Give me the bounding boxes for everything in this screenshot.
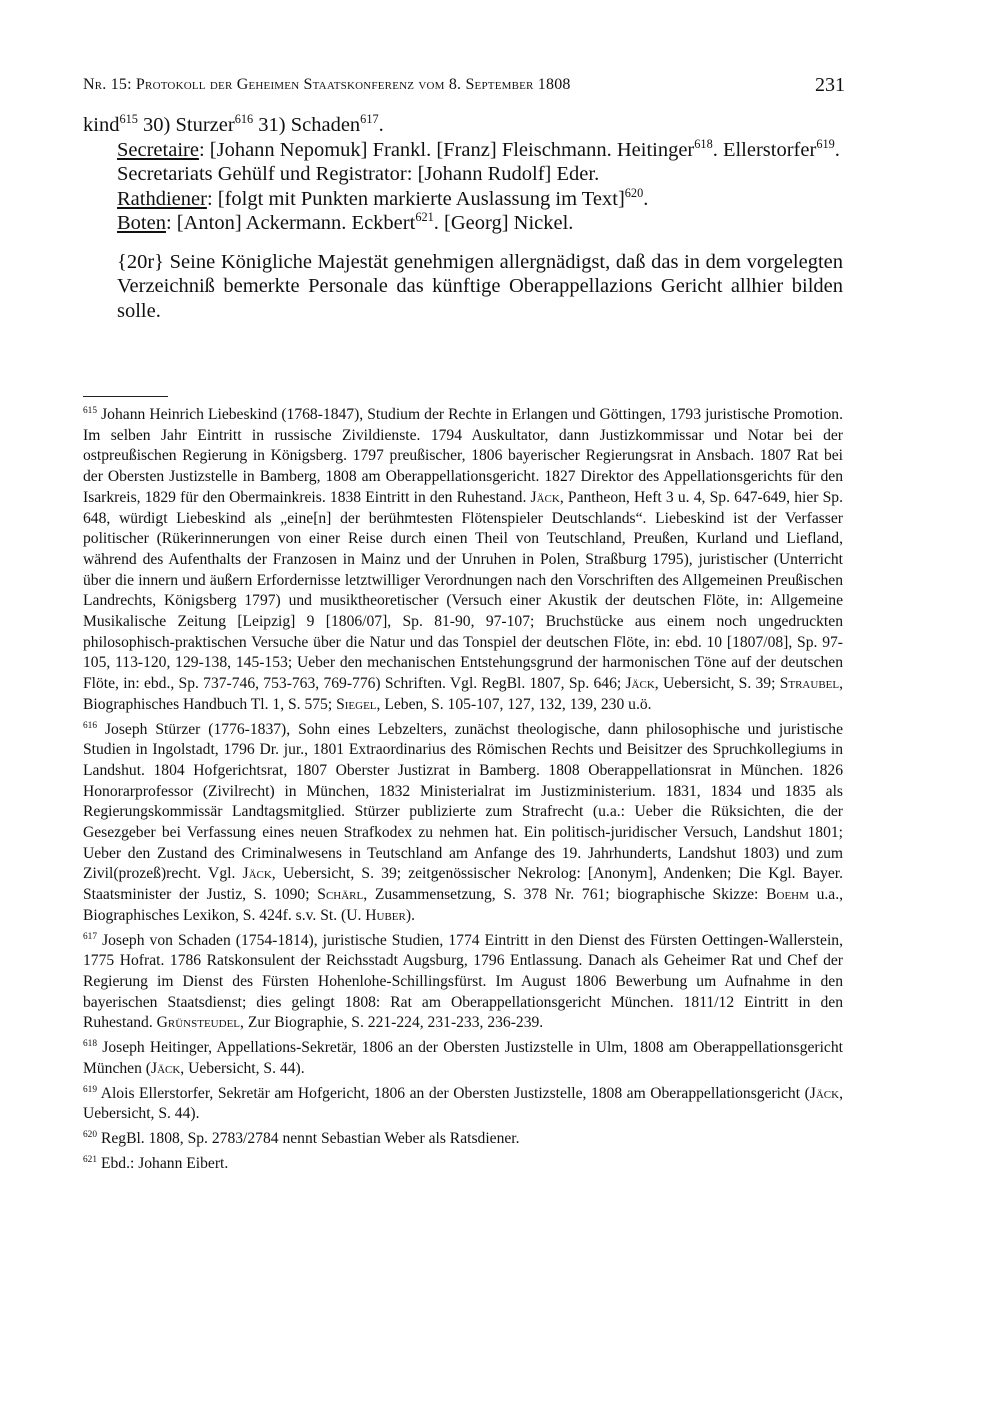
- secretaire-entry: [83, 138, 843, 163]
- main-text: [83, 113, 843, 323]
- text-fragment: . [Georg] Nickel.: [433, 212, 574, 234]
- author-name: Jäck: [151, 1059, 181, 1077]
- text-fragment: , Zusammensetzung, S. 378 Nr. 761; biographische Skizze:: [363, 886, 767, 904]
- author-name: Jäck: [530, 488, 560, 506]
- footnote-number: 617: [83, 931, 98, 942]
- text-fragment: 30) Sturzer: [137, 114, 235, 136]
- text-fragment: ).: [405, 906, 415, 924]
- author-name: Grünsteudel: [156, 1014, 241, 1032]
- footnote-ref-617[interactable]: 617: [360, 112, 379, 127]
- footnote-ref-619[interactable]: 619: [816, 136, 835, 151]
- text-fragment: : [folgt mit Punkten markierte Auslassung im Text]: [206, 187, 625, 210]
- boten-entry: [83, 211, 843, 236]
- footnote-619: [83, 1084, 843, 1125]
- text-fragment: . Ellerstorfer: [712, 138, 817, 161]
- footnote-number: 619: [83, 1084, 98, 1095]
- author-name: Boehm: [766, 886, 809, 904]
- text-fragment: , Zur Biographie, S. 221-224, 231-233, 236-239.: [240, 1014, 544, 1032]
- footnote-ref-616[interactable]: 616: [234, 112, 254, 127]
- footnote-615: [83, 405, 843, 716]
- text-fragment: 31) Schaden: [253, 114, 361, 136]
- text-fragment: Joseph Stürzer (1776-1837), Sohn eines Lebzelters, zunächst theologische, dann philosophische und juristische Studien in Ingolstadt, 1796 Dr. jur., 1801 Extraordinarius des Römischen Rechts und Beisitzer des Spruchkollegiums in Landshut. 1804 Hofgerichtsrat, 1807 Oberster Justizrat in Bamberg. 1808 Oberappellationsrat in München. 1826 Honorarprofessor (Zivilrecht) in München, 1832 Ministerialrat im Justizministerium. 1831, 1834 und 1835 als Regierungskommissär Landtagsmitglied. Stürzer publizierte zum Strafrecht (u.a.: Ueber die Rüksichten, die der Gesezgeber bei Verfassung eines neuen Strafkodex zu nehmen hat. Ein politisch-juridischer Versuch, Landshut 1801; Ueber den Zustand des Criminalwesens in Teutschland am Anfange des 19. Jahrhunderts, Landshut 1803) und zum Zivil(prozeß)recht. Vgl.: [83, 720, 843, 883]
- footnotes: [83, 405, 843, 1178]
- resolution-paragraph: {20r} Seine Königliche Majestät genehmigen allergnädigst, daß das in dem vorgelegten Verzeichniß bemerkte Personale das künftige Oberappellazions Gericht allhier bilden solle.: [117, 250, 843, 322]
- running-title: Nr. 15: Protokoll der Geheimen Staatskonferenz vom 8. September 1808: [83, 76, 571, 93]
- footnote-separator: [83, 396, 168, 397]
- author-name: Straubel: [779, 675, 840, 693]
- page-header: [83, 74, 845, 100]
- text-fragment: , Uebersicht, S. 44).: [180, 1059, 305, 1077]
- footnote-number: 620: [83, 1129, 98, 1140]
- footnote-number: 618: [83, 1038, 98, 1049]
- boten-label: Boten: [117, 212, 166, 234]
- text-fragment: .: [378, 114, 384, 136]
- text-fragment: .: [643, 187, 649, 210]
- author-name: Jäck: [625, 675, 655, 693]
- author-name: Jäck: [809, 1084, 840, 1102]
- footnote-621: [83, 1154, 843, 1175]
- text-fragment: .: [834, 138, 840, 161]
- text-fragment: Joseph Heitinger, Appellations-Sekretär, 1806 an der Obersten Justizstelle in Ulm, 1808 am Oberappellationsgericht München (: [83, 1039, 843, 1077]
- text-fragment: : [Anton] Ackermann. Eckbert: [165, 212, 416, 234]
- text-fragment: Joseph von Schaden (1754-1814), juristische Studien, 1774 Eintritt in den Dienst des Fürsten Oettingen-Wallerstein, 1775 Hofrat. 1786 Ratskonsulent der Reichsstadt Augsburg, 1796 Entlassung. Danach als Geheimer Rat und Chef der Regierung im Dienst des Fürsten Hohenlohe-Schillingsfürst. Im August 1806 Bewerbung um Aufnahme in den bayerischen Staatsdienst; dies gelingt 1808: Rat am Oberappellationsgericht München. 1811/12 Eintritt in den Ruhestand.: [83, 931, 843, 1032]
- text-fragment: RegBl. 1808, Sp. 2783/2784 nennt Sebastian Weber als Ratsdiener.: [97, 1129, 520, 1147]
- author-name: Huber: [365, 906, 406, 924]
- footnote-ref-618[interactable]: 618: [694, 136, 713, 151]
- text-fragment: u.a., Biographisches Lexikon, S. 424f. s.v. St. (U.: [83, 886, 844, 924]
- footnote-620: [83, 1129, 843, 1150]
- text-fragment: , Uebersicht, S. 39; zeitgenössischer Nekrolog: [Anonym], Andenken; Die Kgl. Bayer. Staatsminister der Justiz, S. 1090;: [83, 865, 843, 904]
- registrator-entry: Secretariats Gehülf und Registrator: [Johann Rudolf] Eder.: [117, 163, 600, 185]
- personnel-line-end: [83, 113, 843, 138]
- footnote-ref-620[interactable]: 620: [624, 185, 644, 200]
- author-name: Schärl: [317, 886, 364, 904]
- footnote-number: 615: [83, 405, 98, 416]
- footnote-618: [83, 1038, 843, 1079]
- author-name: Jäck: [242, 865, 272, 883]
- text-fragment: Johann Heinrich Liebeskind (1768-1847), Studium der Rechte in Erlangen und Göttingen, 1793 juristische Promotion. Im selben Jahr Eintritt in russische Zivildienste. 1794 Auskultator, dann Justizkommissar und Notar bei der ostpreußischen Regierung in Königsberg. 1797 preußischer, 1806 bayerischer Regierungsrat in Ansbach. 1807 Rat bei der Obersten Justizstelle in Bamberg, 1808 am Oberappellationsgericht. 1827 Direktor des Appellationsgerichts für den Isarkreis, 1829 für den Obermainkreis. 1838 Eintritt in den Ruhestand.: [83, 406, 843, 506]
- page-number: 231: [815, 74, 845, 96]
- secretaire-label: Secretaire: [117, 138, 199, 161]
- text-fragment: , Biographisches Handbuch Tl. 1, S. 575;: [83, 675, 844, 713]
- text-fragment: , Uebersicht, S. 44).: [83, 1084, 843, 1123]
- footnote-616: [83, 720, 843, 927]
- text-fragment: Ebd.: Johann Eibert.: [97, 1154, 229, 1172]
- text-fragment: : [Johann Nepomuk] Frankl. [Franz] Fleischmann. Heitinger: [198, 138, 695, 161]
- footnote-number: 621: [83, 1154, 98, 1165]
- text-fragment: , Uebersicht, S. 39;: [654, 675, 780, 693]
- footnote-617: [83, 931, 843, 1035]
- text-fragment: , Pantheon, Heft 3 u. 4, Sp. 647-649, hier Sp. 648, würdigt Liebeskind als „eine[n] der berühmtesten Flötenspieler Deutschlands“. Liebeskind ist der Verfasser politischer (Rükerinnerungen von einer Reise durch einen Theil von Teutschland, Preußen, Kurland und Liefland, während des Aufenthalts der Franzosen in Mainz und der Unruhen in Polen, Straßburg 1795), juristischer (Unterricht über die innern und äußern Erfordernisse letztwilliger Verordnungen nach den Vorschriften des Allgemeinen Preußischen Landrechts, Königsberg 1797) und musiktheoretischer (Versuch einer Akustik der deutschen Flöte, in: Allgemeine Musikalische Zeitung [Leipzig] 9 [1806/07], Sp. 81-90, 97-107; Bruchstücke aus einem noch ungedruckten philosophisch-praktischen Versuche über die Natur und das Tonspiel der deutschen Flöte, in: ebd. 10 [1807/08], Sp. 97-105, 113-120, 129-138, 145-153; Ueber den mechanischen Entstehungsgrund der harmonischen Töne auf der deutschen Flöte, in: ebd., Sp. 737-746, 753-763, 769-776) Schriften. Vgl. RegBl. 1807, Sp. 646;: [83, 488, 843, 693]
- rathdiener-entry: [83, 187, 843, 212]
- footnote-ref-621[interactable]: 621: [415, 210, 434, 225]
- rathdiener-label: Rathdiener: [117, 187, 207, 210]
- footnote-number: 616: [83, 720, 98, 731]
- text-fragment: , Leben, S. 105-107, 127, 132, 139, 230 u.ö.: [376, 695, 652, 713]
- text-fragment: kind: [83, 114, 120, 136]
- text-fragment: Alois Ellerstorfer, Sekretär am Hofgericht, 1806 an der Obersten Justizstelle, 1808 am Oberappellationsgericht (: [97, 1084, 810, 1102]
- footnote-ref-615[interactable]: 615: [119, 112, 138, 127]
- author-name: Siegel: [336, 695, 377, 713]
